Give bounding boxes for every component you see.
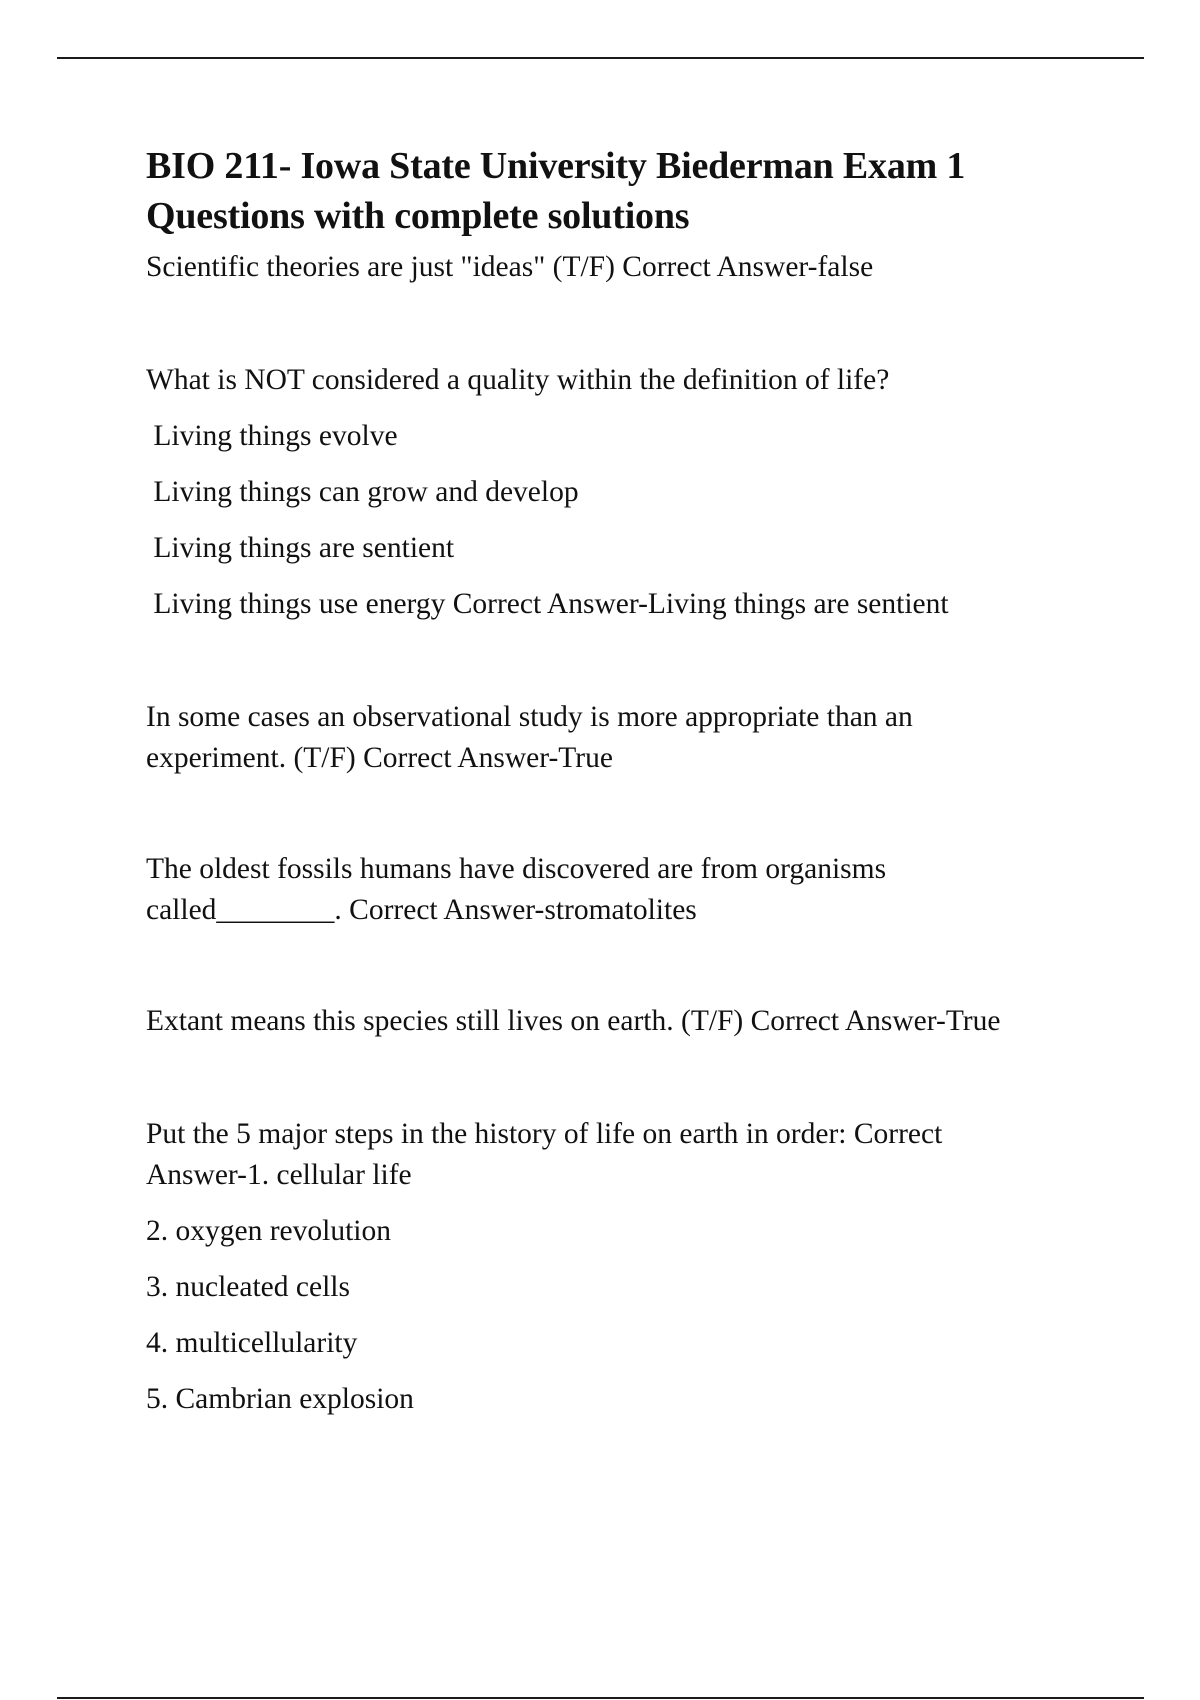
question-1 bbox=[146, 247, 1146, 288]
question-6-step: 5. Cambrian explosion bbox=[146, 1383, 414, 1415]
question-2-option: Living things use energy Correct Answer-Living things are sentient bbox=[146, 588, 949, 620]
question-2 bbox=[146, 360, 1146, 625]
question-2-option: Living things are sentient bbox=[146, 532, 455, 564]
page-title bbox=[146, 141, 1146, 241]
document-body bbox=[146, 141, 1146, 1420]
question-5 bbox=[146, 1001, 1146, 1042]
question-4 bbox=[146, 849, 1146, 931]
top-rule bbox=[57, 57, 1144, 59]
question-4-line-1: The oldest fossils humans have discovered are from organisms bbox=[146, 853, 887, 885]
question-6-line-2: Answer-1. cellular life bbox=[146, 1159, 412, 1191]
question-6-step: 2. oxygen revolution bbox=[146, 1215, 391, 1247]
question-2-option: Living things can grow and develop bbox=[146, 476, 579, 508]
question-4-line-2: called________. Correct Answer-stromatolites bbox=[146, 894, 697, 926]
question-3-line-2: experiment. (T/F) Correct Answer-True bbox=[146, 742, 613, 774]
question-3-line-1: In some cases an observational study is more appropriate than an bbox=[146, 701, 913, 733]
bottom-rule bbox=[57, 1697, 1144, 1699]
question-2-option: Living things evolve bbox=[146, 420, 398, 452]
title-line-1: BIO 211- Iowa State University Biederman Exam 1 bbox=[146, 145, 966, 187]
title-line-2: Questions with complete solutions bbox=[146, 195, 690, 237]
question-2-text: What is NOT considered a quality within the definition of life? bbox=[146, 364, 890, 396]
question-6-step: 4. multicellularity bbox=[146, 1327, 358, 1359]
question-5-text: Extant means this species still lives on earth. (T/F) Correct Answer-True bbox=[146, 1005, 1001, 1037]
question-1-text: Scientific theories are just "ideas" (T/F) Correct Answer-false bbox=[146, 251, 874, 283]
question-3 bbox=[146, 697, 1146, 779]
question-6-step: 3. nucleated cells bbox=[146, 1271, 350, 1303]
question-6 bbox=[146, 1114, 1146, 1420]
question-6-line-1: Put the 5 major steps in the history of life on earth in order: Correct bbox=[146, 1118, 943, 1150]
